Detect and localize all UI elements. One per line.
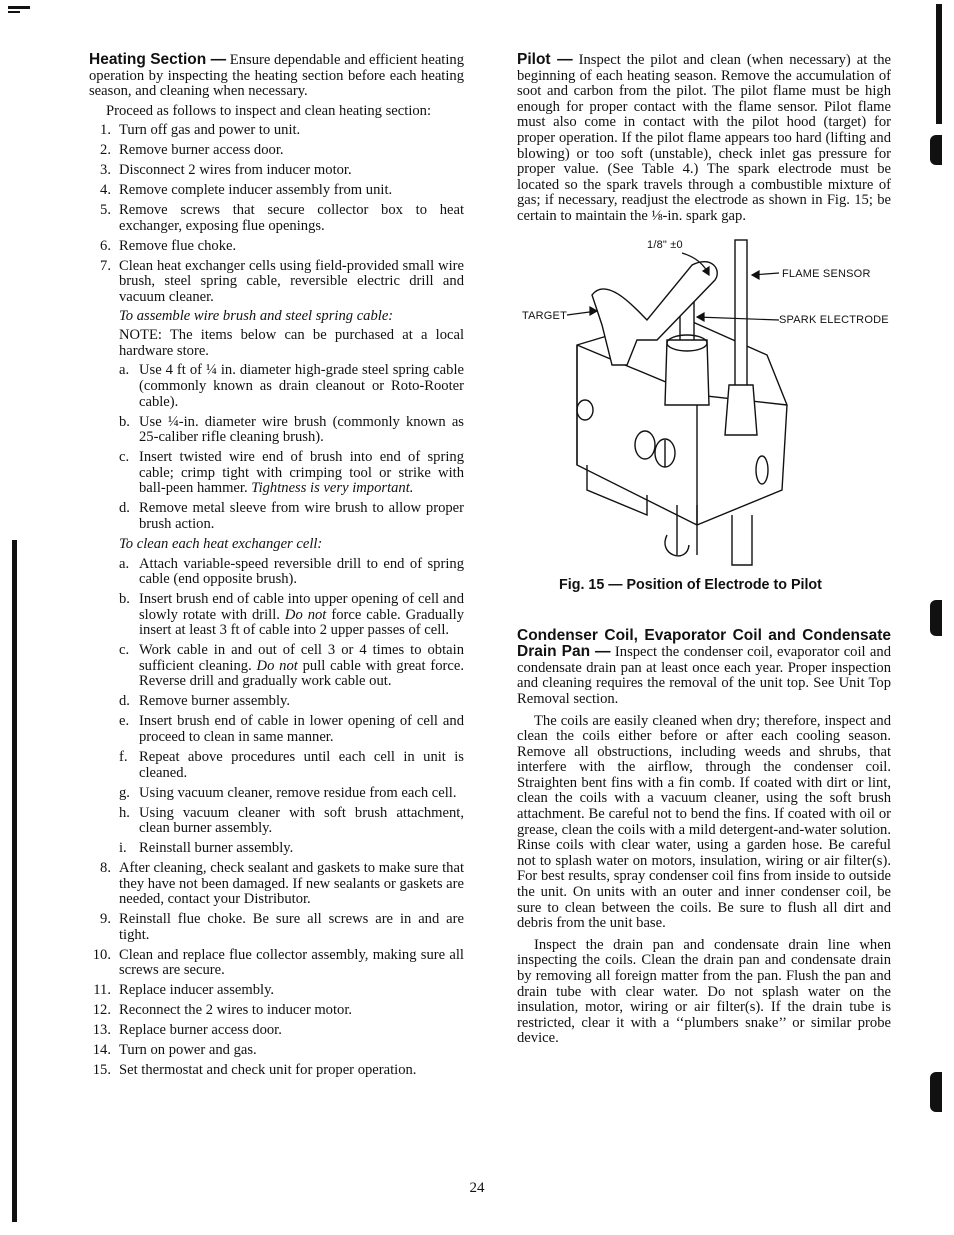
clean-title: To clean each heat exchanger cell: <box>119 535 323 552</box>
pilot-figure <box>517 235 891 600</box>
pilot-text: Inspect the pilot and clean (when necessary) at the beginning of each heating season. Remove the accumulation of soot and carbon from the pilot. The pilot flame must be high enough for proper contact with the flame sensor. Pilot flame must also come in contact with the pilot hood (target) for proper operation. If the pilot flame appears too hard (lifting and blowing) or too soft (unstable), check inlet gas pressure for proper value. (See Table 4.) The spark electrode must be located so the spark travels through a combustible mixture of gas; if necessary, readjust the electrode as shown in Fig. 15; be certain to maintain the ⅛-in. spark gap. <box>517 52 892 224</box>
condenser-paragraph: The coils are easily cleaned when dry; therefore, inspect and clean the coils either before or after each cooling season. Remove all obstructions, including weeds and shrubs, that interfere with the airflow, through the condenser coil. Straighten bent fins with a fin comb. If coated with dirt or lint, clean the coils with a vacuum cleaner, using the soft brush attachment. Be careful not to bend the fins. If coated with oil or grease, clean the coils with a mild detergent-and-water solution. Rinse coils with clear water, using a garden hose. Be careful not to splash water on motors, insulation, wiring or air filter(s). For best results, spray condenser coil fins from inside to outside the unit. On units with an outer and inner condenser coil, be sure to clean between the coils. Be sure to flush all dirt and debris from the unit base. <box>517 712 891 932</box>
list-item: d. Remove burner assembly. <box>119 693 291 710</box>
list-item: 9. Reinstall flue choke. Be sure all screws are in and are tight. <box>100 911 464 943</box>
list-item: g. Using vacuum cleaner, remove residue from each cell. <box>119 784 457 801</box>
list-item: h. Using vacuum cleaner with soft brush attachment, clean burner assembly. <box>119 804 464 837</box>
heating-intro <box>89 52 464 100</box>
list-item: c. Insert twisted wire end of brush into end of spring cable; crimp tight with crimping tool or strike with ball-peen hammer. Tightness is very important. <box>119 449 464 497</box>
assemble-note: NOTE: The items below can be purchased at a local hardware store. <box>119 327 464 359</box>
list-item: c. Work cable in and out of cell 3 or 4 times to obtain sufficient cleaning. Do not pull cable with great force. Reverse drill and gradually work cable out. <box>119 642 464 690</box>
list-item: b. Use ¼-in. diameter wire brush (commonly known as 25-caliber rifle cleaning brush). <box>119 413 464 446</box>
right-edge-bar <box>936 4 942 124</box>
condenser-title: Condenser Coil, Evaporator Coil and Condensate Drain Pan — <box>517 626 891 661</box>
list-item: 13. Replace burner access door. <box>92 1022 282 1039</box>
pilot-assembly-drawing <box>517 235 891 575</box>
condenser-intro-text: Inspect the condenser coil, evaporator coil and condensate drain pan at least once each year. Proper inspection and cleaning requires the removal of the unit top. See Unit Top Removal section. <box>517 644 892 707</box>
list-item: e. Insert brush end of cable in lower opening of cell and proceed to clean in same manner. <box>119 713 464 746</box>
heating-title: Heating Section — <box>89 51 227 68</box>
clean-steps <box>119 557 464 857</box>
list-item: f. Repeat above procedures until each cell in unit is cleaned. <box>119 749 464 781</box>
right-edge-tab <box>930 600 942 636</box>
heating-intro-text: Ensure dependable and efficient heating operation by inspecting the heating section before each heating season, and cleaning when necessary. <box>89 52 464 100</box>
list-item: 1. Turn off gas and power to unit. <box>100 122 301 139</box>
list-item: a. Attach variable-speed reversible drill to end of spring cable (end opposite brush). <box>119 555 464 588</box>
condenser-paragraph: Inspect the drain pan and condensate drain line when inspecting the coils. Clean the drain pan and condensate drain by removing all foreign matter from the pan. Flush the pan and drain tube with clear water. Do not splash water on the insulation, motor, wiring or air filter(s). If the drain tube is restricted, clear it with a ‘‘plumbers snake’’ or similar probe device. <box>517 936 891 1047</box>
list-item: 10. Clean and replace flue collector assembly, making sure all screws are secure. <box>92 946 464 979</box>
right-edge-tab <box>930 1072 942 1112</box>
list-item: d. Remove metal sleeve from wire brush to allow proper brush action. <box>119 500 464 532</box>
list-item: 7. Clean heat exchanger cells using field-provided small wire brush, steel spring cable, reversible electric drill and vacuum cleaner. To assemble wire brush and steel spring cable: NOTE: The items below can be purchased at a local hardware store. a. Use 4 ft of ¼ in. diameter high-grade steel spring cable (commonly known as drain cleanout or Roto-Rooter cable). b. Use ¼-in. diameter wire brush (commonly known as 25-caliber rifle cleaning brush). c. Insert twisted wire end of brush into end of spring cable; crimp tight with crimping tool or strike with ball-peen hammer. Tightness is very important. d. Remove metal sleeve from wire brush to allow proper brush action. To clean each heat exchanger cell: a. Attach variable-speed reversible drill to end of spring cable (end opposite brush). b. Insert brush end of cable into upper opening of cell and slowly rotate with drill. Do not force cable. Gradually insert at least 3 ft of cable into 2 upper passes of cell. c. Work cable in and out of cell 3 or 4 times to obtain sufficient cleaning. Do not pull cable with great force. Reverse drill and gradually work cable out. d. Remove burner assembly. e. Insert brush end of cable in lower opening of cell and proceed to clean in same manner. f. Repeat above procedures until each cell in unit is cleaned. g. Using vacuum cleaner, remove residue from each cell. h. Using vacuum cleaner with soft brush attachment, clean burner assembly. i. Reinstall burner assembly. <box>100 257 464 857</box>
list-item: 8. After cleaning, check sealant and gaskets to make sure that they have not been damaged. If new sealants or gaskets are needed, contact your Distributor. <box>100 860 464 908</box>
list-item: 11. Replace inducer assembly. <box>93 982 275 999</box>
list-item: 3. Disconnect 2 wires from inducer motor. <box>100 162 352 179</box>
flame-sensor-label: FLAME SENSOR <box>782 267 871 280</box>
heating-steps <box>89 123 464 1079</box>
corner-mark <box>8 6 30 9</box>
heating-section <box>89 52 464 1083</box>
list-item: 4. Remove complete inducer assembly from unit. <box>100 182 393 199</box>
list-item: a. Use 4 ft of ¼ in. diameter high-grade steel spring cable (commonly known as drain cleanout or Roto-Rooter cable). <box>119 362 464 410</box>
right-column <box>517 52 891 1051</box>
heating-proceed: Proceed as follows to inspect and clean heating section: <box>106 102 432 119</box>
pilot-section <box>517 52 891 225</box>
list-item: 2. Remove burner access door. <box>100 142 284 159</box>
pilot-title: Pilot — <box>517 51 573 68</box>
list-item: 12. Reconnect the 2 wires to inducer motor. <box>92 1002 353 1019</box>
right-edge-tab <box>930 135 942 165</box>
figure-caption: Fig. 15 — Position of Electrode to Pilot <box>559 576 822 593</box>
spark-electrode-label: SPARK ELECTRODE <box>779 313 889 326</box>
corner-mark <box>8 11 20 13</box>
list-item: i. Reinstall burner assembly. <box>119 840 294 857</box>
list-item: 5. Remove screws that secure collector box to heat exchanger, exposing flue openings. <box>100 202 464 234</box>
page-number: 24 <box>469 1180 485 1196</box>
gap-label: 1/8" ±0 <box>647 238 683 251</box>
list-item: 6. Remove flue choke. <box>100 237 237 254</box>
left-edge-bar <box>12 540 17 1222</box>
list-item: b. Insert brush end of cable into upper opening of cell and slowly rotate with drill. Do not force cable. Gradually insert at least 3 ft of cable into 2 upper passes of cell. <box>119 591 464 639</box>
list-item: 14. Turn on power and gas. <box>92 1042 257 1059</box>
assemble-steps <box>119 363 464 532</box>
condenser-intro <box>517 628 891 708</box>
list-item: 15. Set thermostat and check unit for proper operation. <box>92 1062 417 1079</box>
assemble-title: To assemble wire brush and steel spring cable: <box>119 307 394 324</box>
target-label: TARGET <box>522 309 567 322</box>
